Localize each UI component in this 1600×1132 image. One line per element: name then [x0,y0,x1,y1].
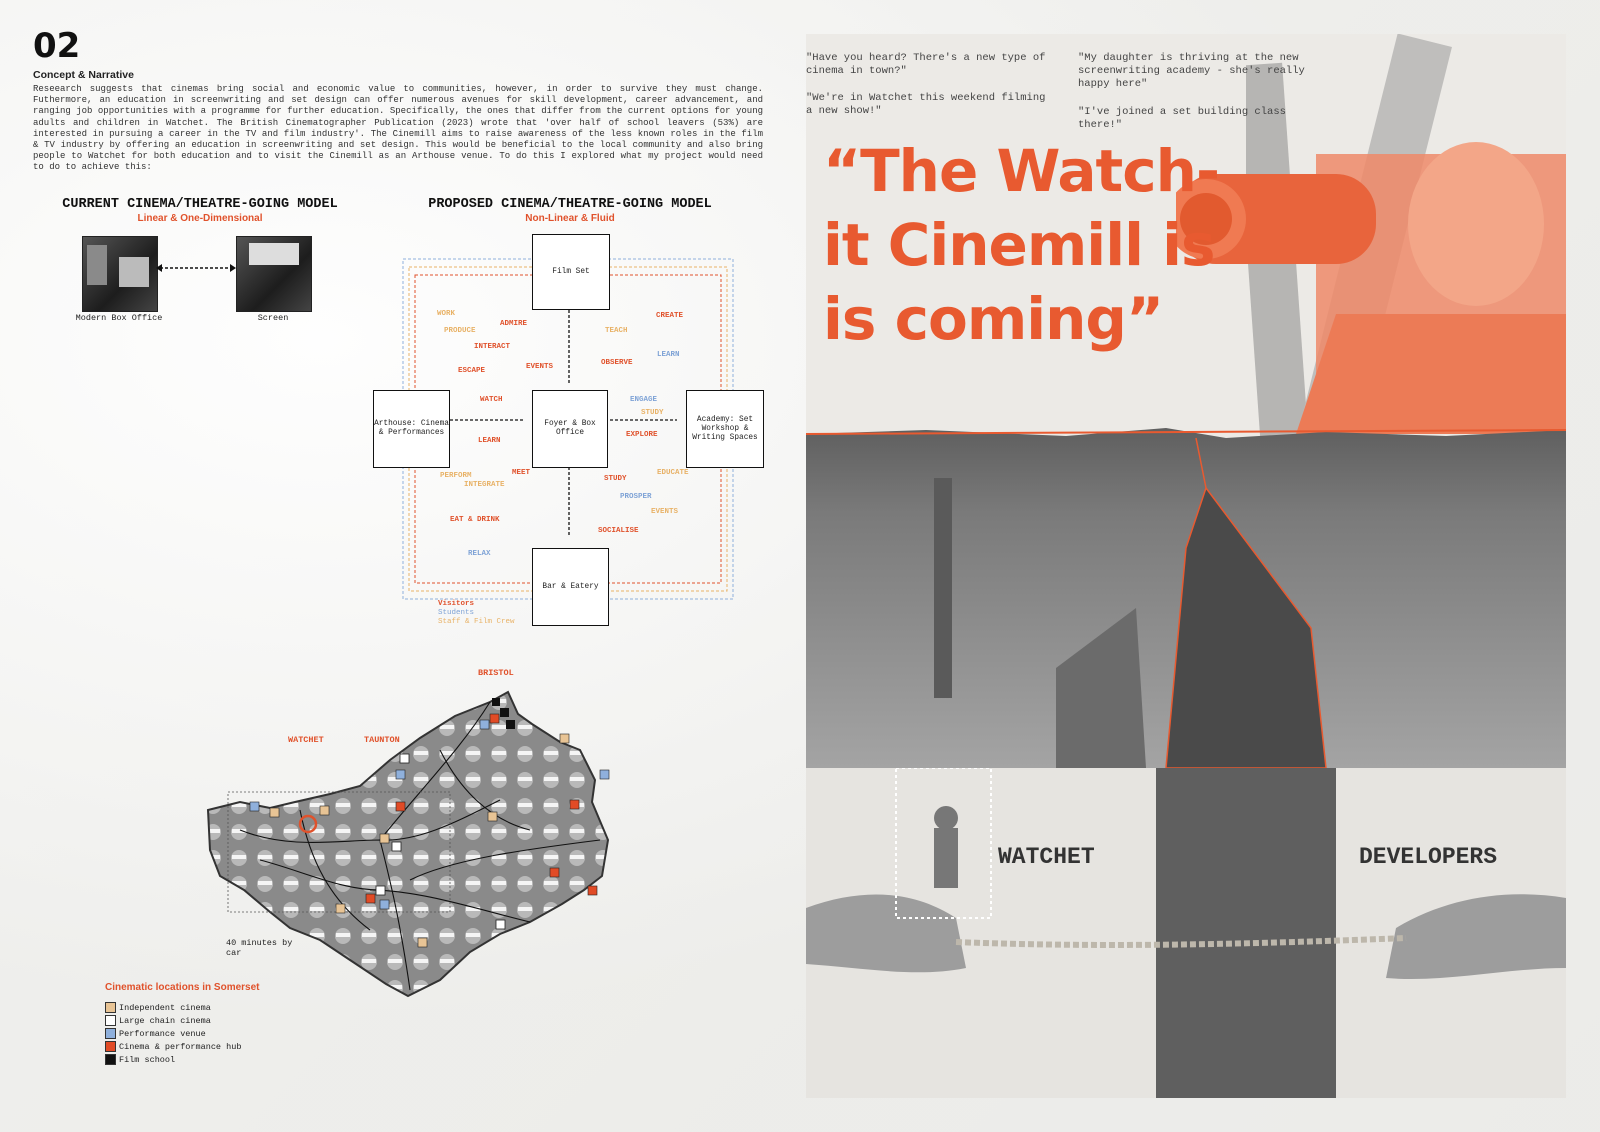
legend-hub: Cinema & performance hub [105,1041,241,1052]
activity-word: INTEGRATE [464,481,505,489]
legend-swatch [105,1002,116,1013]
activity-word: ESCAPE [458,367,486,375]
quote-4: "I've joined a set building class there!" [1078,106,1286,131]
activity-word: ADMIRE [500,320,528,328]
node-bar: Bar & Eatery [532,548,609,626]
tug-of-war-image [806,768,1566,1098]
node-foyer: Foyer & Box Office [532,390,608,468]
industrial-site-photo [806,428,1566,768]
proposed-model-title: PROPOSED CINEMA/THEATRE-GOING MODEL [428,197,712,212]
legend-swatch [105,1028,116,1039]
node-film-set: Film Set [532,234,610,310]
activity-word: INTERACT [474,343,511,351]
proposed-model-subtitle: Non-Linear & Fluid [525,213,615,224]
legend-swatch [105,1015,116,1026]
legend-title: Cinematic locations in Somerset [105,982,260,993]
screen-caption: Screen [257,313,289,323]
current-model-arrow [156,262,236,274]
legend-film-school: Film school [105,1054,175,1065]
activity-word: EXPLORE [626,431,658,439]
activity-word: LEARN [657,351,680,359]
activity-word: WATCH [480,396,503,404]
poster-headline: “The Watch-it Cinemill is is coming” [823,137,1220,353]
map-label-taunton: TAUNTON [364,735,400,745]
activity-word: PROSPER [620,493,652,501]
page-number: 02 [33,26,81,66]
box-office-photo [82,236,158,312]
current-model-title: CURRENT CINEMA/THEATRE-GOING MODEL [62,197,338,212]
activity-word: WORK [437,310,456,318]
activity-word: MEET [512,469,531,477]
developers-label: DEVELOPERS [1359,844,1498,870]
legend-independent: Independent cinema [105,1002,211,1013]
activity-word: EDUCATE [657,469,689,477]
body-paragraph: Reseearch suggests that cinemas bring social and economic value to communities, however, in order to survive they must change. Futhermore, an education in screenwriting and set design can offer numerous avenues for skill development, career advancement, and ranging job opportunities with a programme for further education. Specifically, the ones that differ from the current options for young adults and children in Watchet. The British Cinematographer Publication (2023) wrote that 'over half of school leavers (53%) are interested in pursuing a career in the TV and film industry'. The Cinemill aims to raise awareness of the less known roles in the film & TV industry by offering an education in screenwriting and set design. This would be beneficial to the local community and also bring people to Watchet for both education and to visit the Cinemill as an Arthouse venue. To do this I explored what my project would need to do to achieve this: [33,84,763,173]
activity-word: EAT & DRINK [450,516,500,524]
activity-word: EVENTS [526,363,554,371]
node-arthouse: Arthouse: Cinema & Performances [373,390,450,468]
legend-chain: Large chain cinema [105,1015,211,1026]
activity-word: EVENTS [651,508,679,516]
poster [806,34,1566,1098]
map-label-watchet: WATCHET [288,735,324,745]
activity-word: CREATE [656,312,684,320]
legend-swatch [105,1054,116,1065]
key-students: Students [438,609,475,617]
legend-swatch [105,1041,116,1052]
key-staff: Staff & Film Crew [438,618,515,626]
quote-3: "My daughter is thriving at the new screenwriting academy - she's really happy here" [1078,52,1305,90]
map-label-bristol: BRISTOL [478,668,514,678]
activity-word: PRODUCE [444,327,476,335]
activity-word: SOCIALISE [598,527,639,535]
activity-word: OBSERVE [601,359,633,367]
watchet-label: WATCHET [998,844,1095,870]
activity-word: TEACH [605,327,628,335]
activity-word: ENGAGE [630,396,658,404]
box-office-caption: Modern Box Office [75,313,163,323]
current-model-subtitle: Linear & One-Dimensional [137,213,263,224]
activity-word: RELAX [468,550,491,558]
activity-word: STUDY [641,409,664,417]
somerset-map [200,690,620,1020]
drive-time-caption: 40 minutes by car [226,938,293,958]
activity-word: STUDY [604,475,627,483]
key-visitors: Visitors [438,600,475,608]
node-academy: Academy: Set Workshop & Writing Spaces [686,390,764,468]
quote-2: "We're in Watchet this weekend filming a new show!" [806,92,1046,117]
activity-word: LEARN [478,437,501,445]
section-subtitle: Concept & Narrative [33,69,134,81]
quote-1: "Have you heard? There's a new type of cinema in town?" [806,52,1046,77]
screen-photo [236,236,312,312]
legend-performance: Performance venue [105,1028,206,1039]
activity-word: PERFORM [440,472,472,480]
